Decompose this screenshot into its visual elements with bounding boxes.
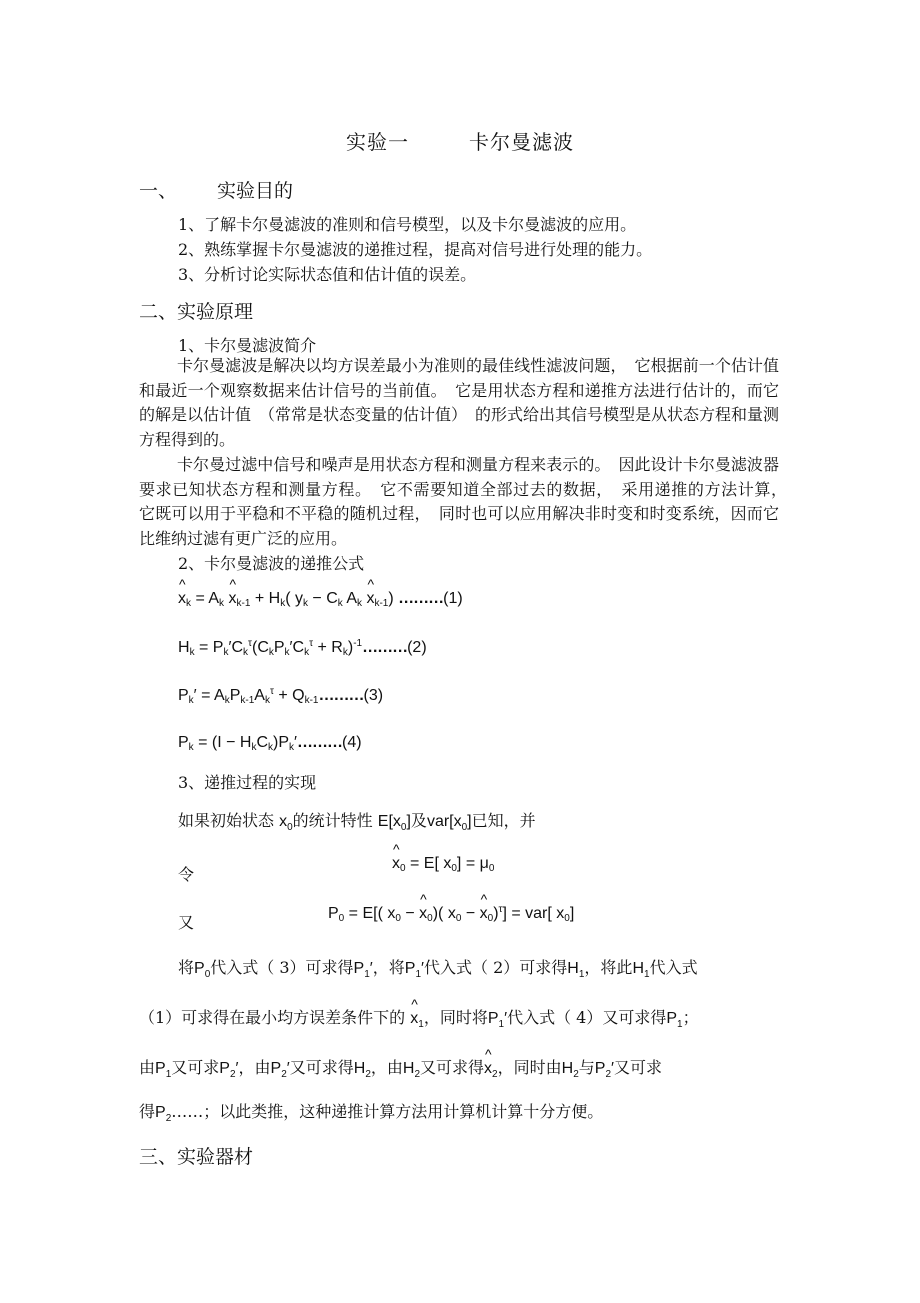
rec-c: ，将 [372, 958, 405, 977]
initial-state-line: 如果初始状态 $x_0$的统计特性 $E[x_0]$及$var[x_0]$已知，并 [178, 811, 536, 834]
equation-1: ^ $x_k = A_k$ ^ $x_{k-1} + H_k$( $y_k - C_k$ $A_k$ ^ $x_{k-1}$) ………(1) [178, 590, 463, 609]
equation-2: $H_k = P_k'C_k^\tau(C_kP_k'C_k^\tau$ + $R_k)^{-1}\dots\dots\dots(2)$ [178, 638, 427, 658]
paragraph-intro: 卡尔曼滤波是解决以均方误差最小为准则的最佳线性滤波问题， 它根据前一个估计值和最近一个观察数据来估计信号的当前值。 它是用状态方程和递推方法进行估计的，而它的解是以估计值 （常常是状态变量的估计值） 的形式给出其信号模型是从状态方程和量测方程得到的。 [139, 356, 780, 449]
section-3-heading: 三、实验器材 [139, 1146, 254, 1168]
rec-f: 代入式 [649, 958, 698, 977]
rec-j: ； [682, 1008, 699, 1027]
objective-item-3: 3、分析讨论实际状态值和估计值的误差。 [178, 265, 477, 284]
title-right: 卡尔曼滤波 [469, 130, 574, 154]
section-1-number: 一、 [139, 180, 178, 202]
rec-d: 代入式（ 2）可求得 [424, 958, 568, 977]
equation-3-tag: (3) [363, 687, 384, 704]
rec-n: 又可求得 [289, 1058, 354, 1077]
rec-a: 将 [178, 958, 195, 977]
rec-e: ，将此 [584, 958, 633, 977]
rec-h: ，同时将 [423, 1008, 488, 1027]
equation-4-tag: (4) [342, 734, 362, 751]
init-text-4: 已知，并 [471, 811, 536, 830]
recursion-line-2: （1）可求得在最小均方误差条件下的 ^ $x_1$，同时将$P_1'$代入式（ 4）又可求得$P_1$； [139, 1005, 779, 1030]
equation-init-cov: $P_0 = E$[( $x_0$ − ^ $x_0$)( $x_0$ − ^ $x_0)^\tau] = var$[ $x_0$] [328, 904, 574, 924]
recursion-line-3: 由$P_1$又可求$P_2'$，由$P_2'$又可求得$H_2$，由$H_2$又可求得^ $x_2$，同时由$H_2$与$P_2'$又可求 [139, 1055, 779, 1080]
title-left: 实验一 [346, 130, 409, 154]
rec-o: ，由 [370, 1058, 403, 1077]
page-title [0, 126, 920, 155]
rec-u: ……；以此类推，这种递推计算方法用计算机计算十分方便。 [171, 1102, 604, 1121]
rec-g: （1）可求得在最小均方误差条件下的 [139, 1008, 406, 1027]
subsection-3-title: 3、递推过程的实现 [178, 773, 317, 792]
equation-3: $P_k' = A_kP_{k-1}A_k^\tau$ + $Q_{k-1}\dots\dots\dots(3)$ [178, 686, 384, 706]
paragraph-noise: 卡尔曼过滤中信号和噪声是用状态方程和测量方程来表示的。 因此设计卡尔曼滤波器要求已知状态方程和测量方程。 它不需要知道全部过去的数据， 采用递推的方法计算， 它既可以用于平稳和不平稳的随机过程， 同时也可以应用解决非时变和时变系统，因而它比维纳过滤有更广泛的应用。 [139, 455, 796, 548]
rec-t: 得 [139, 1102, 156, 1121]
section-2-heading: 二、实验原理 [139, 301, 254, 323]
equation-2-tag: (2) [407, 639, 427, 656]
rec-l: 又可求 [171, 1058, 220, 1077]
section-1-heading [139, 176, 293, 203]
recursion-line-1: 将$P_0$代入式（ 3）可求得$P_1'$，将$P_1'$代入式（ 2）可求得$H_1$，将此$H_1$代入式 [178, 958, 698, 981]
init-text-3: 及 [410, 811, 427, 830]
ling-label: 令 [178, 865, 195, 884]
subsection-2-title: 2、卡尔曼滤波的递推公式 [178, 554, 365, 573]
rec-b: 代入式（ 3）可求得 [210, 958, 354, 977]
rec-k: 由 [139, 1058, 156, 1077]
rec-q: ，同时由 [497, 1058, 562, 1077]
you-label: 又 [178, 913, 195, 932]
rec-m: ，由 [238, 1058, 271, 1077]
rec-r: 与 [578, 1058, 595, 1077]
subsection-1-title: 1、卡尔曼滤波简介 [178, 336, 317, 355]
equation-1-tag: (1) [443, 590, 463, 607]
section-1-title: 实验目的 [217, 180, 294, 202]
rec-p: 又可求得 [420, 1058, 485, 1077]
init-text-2: 的统计特性 [292, 811, 373, 830]
rec-s: 又可求 [614, 1058, 663, 1077]
equation-4: $P_k = (I$ − $H_kC_k)P_k'\dots\dots\dots(4)$ [178, 734, 362, 753]
recursion-line-4: 得$P_2\dots\dots$；以此类推，这种递推计算方法用计算机计算十分方便。 [139, 1102, 604, 1125]
equation-init-mean: ^ $x_0 = E$[ $x_0] = \mu_0$ [392, 855, 494, 874]
objective-item-1: 1、了解卡尔曼滤波的准则和信号模型，以及卡尔曼滤波的应用。 [178, 215, 637, 234]
objective-item-2: 2、熟练掌握卡尔曼滤波的递推过程，提高对信号进行处理的能力。 [178, 240, 653, 259]
rec-i: 代入式（ 4）又可求得 [507, 1008, 667, 1027]
init-text-1: 如果初始状态 [178, 811, 275, 830]
